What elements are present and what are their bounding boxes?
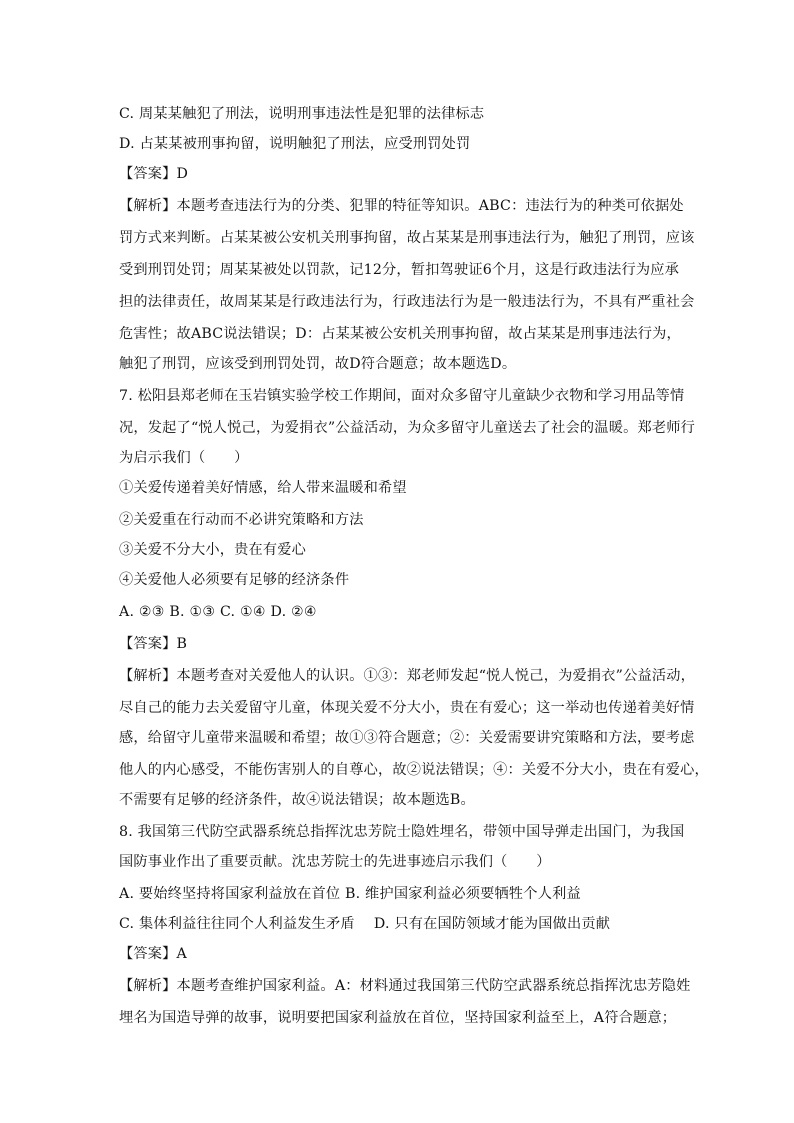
answer-q7: 【答案】B [119,636,188,652]
choices-q8-line-2: C. 集体利益往往同个人利益发生矛盾 D. 只有在国防领域才能为国做出贡献 [119,916,611,932]
analysis-q7-line-2: 尽自己的能力去关爱留守儿童，体现关爱不分大小，贵在有爱心；这一举动也传递着美好情 [119,700,695,716]
statement-3: ③关爱不分大小，贵在有爱心 [119,542,307,558]
analysis-q6-line-4: 担的法律责任，故周某某是行政违法行为，行政违法行为是一般违法行为，不具有严重社会 [119,294,695,310]
option-c: C. 周某某触犯了刑法，说明刑事违法性是犯罪的法律标志 [119,106,485,122]
analysis-q6-line-3: 受到刑罚处罚；周某某被处以罚款，记12分，暂扣驾驶证6个月，这是行政违法行为应承 [119,262,680,278]
analysis-q6-line-1: 【解析】本题考查违法行为的分类、犯罪的特征等知识。ABC：违法行为的种类可依据处 [119,198,684,214]
choices-q8-line-1: A. 要始终坚持将国家利益放在首位 B. 维护国家利益必须要牺牲个人利益 [119,886,581,902]
question-7-line-1: 7. 松阳县郑老师在玉岩镇实验学校工作期间，面对众多留守儿童缺少衣物和学习用品等情 [119,388,685,404]
question-8-line-2: 国防事业作出了重要贡献。沈忠芳院士的先进事迹启示我们（ ） [119,854,551,870]
analysis-q7-line-3: 感，给留守儿童带来温暖和希望；故①③符合题意；②：关爱需要讲究策略和方法，要考虑 [119,730,695,746]
statement-4: ④关爱他人必须要有足够的经济条件 [119,572,350,588]
question-7-line-2: 况，发起了“悦人悦己，为爱捐衣”公益活动，为众多留守儿童送去了社会的温暖。郑老师行 [119,420,696,436]
analysis-q6-line-5: 危害性；故ABC说法错误；D：占某某被公安机关刑事拘留，故占某某是刑事违法行为， [119,326,681,342]
analysis-q7-line-4: 他人的内心感受，不能伤害别人的自尊心，故②说法错误；④：关爱不分大小，贵在有爱心， [119,762,709,778]
question-8-line-1: 8. 我国第三代防空武器系统总指挥沈忠芳院士隐姓埋名，带领中国导弹走出国门，为我国 [119,824,685,840]
statement-2: ②关爱重在行动而不必讲究策略和方法 [119,512,364,528]
analysis-q6-line-6: 触犯了刑罚，应该受到刑罚处罚，故D符合题意；故本题选D。 [119,356,517,372]
analysis-q7-line-1: 【解析】本题考查对关爱他人的认识。①③：郑老师发起“悦人悦己，为爱捐衣”公益活动， [119,668,696,684]
analysis-q8-line-2: 埋名为国造导弹的故事，说明要把国家利益放在首位，坚持国家利益至上，A符合题意； [119,1010,677,1026]
answer-q6: 【答案】D [119,166,189,182]
analysis-q7-line-5: 不需要有足够的经济条件，故④说法错误；故本题选B。 [119,792,475,808]
question-7-line-3: 为启示我们（ ） [119,450,249,466]
analysis-q8-line-1: 【解析】本题考查维护国家利益。A：材料通过我国第三代防空武器系统总指挥沈忠芳隐姓 [119,978,691,994]
statement-1: ①关爱传递着美好情感，给人带来温暖和希望 [119,480,407,496]
choices-q7: A. ②③ B. ①③ C. ①④ D. ②④ [119,604,317,620]
answer-q8: 【答案】A [119,946,187,962]
option-d: D. 占某某被刑事拘留，说明触犯了刑法，应受刑罚处罚 [119,136,471,152]
analysis-q6-line-2: 罚方式来判断。占某某被公安机关刑事拘留，故占某某是刑事违法行为，触犯了刑罚，应该 [119,230,695,246]
